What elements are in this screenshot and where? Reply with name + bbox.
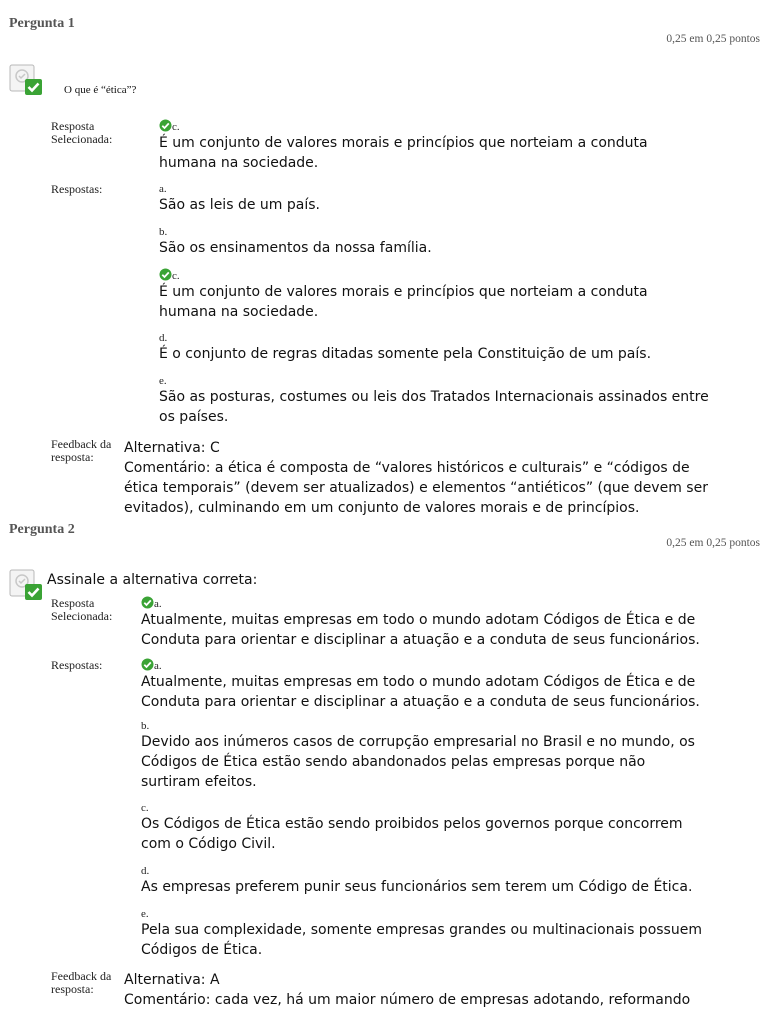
green-check-icon xyxy=(141,596,154,609)
feedback-text: Alternativa: C Comentário: a ética é composta de “valores históricos e culturais” e “códigos de ética temporais” (devem ser atualizados) e elementos “antiéticos” (que devem ser evitados), culminando em um conjunto de valores morais e de princípios. xyxy=(124,440,708,516)
correct-document-icon xyxy=(9,569,43,601)
selected-answer: a. Atualmente, muitas empresas em todo o mundo adotam Códigos de Ética e de Conduta para orientar e disciplinar a atuação e a conduta de seus funcionários. xyxy=(141,598,700,648)
selected-answer-label: Resposta Selecionada: xyxy=(51,119,113,146)
answer-option-b: b. São os ensinamentos da nossa família. xyxy=(159,226,432,256)
answer-option-d: d. As empresas preferem punir seus funcionários sem terem um Código de Ética. xyxy=(141,865,693,895)
answer-option-c: c. É um conjunto de valores morais e princípios que norteiam a conduta humana na sociedade. xyxy=(159,270,648,320)
question-prompt: Assinale a alternativa correta: xyxy=(47,572,258,588)
answers-label: Respostas: xyxy=(51,658,103,672)
answer-option-d: d. É o conjunto de regras ditadas somente pela Constituição de um país. xyxy=(159,332,652,362)
selected-answer-label: Resposta Selecionada: xyxy=(51,596,113,623)
answer-option-e: e. São as posturas, costumes ou leis dos Tratados Internacionais assinados entre os países. xyxy=(159,375,709,425)
feedback-label: Feedback da resposta: xyxy=(51,437,112,464)
answers-label: Respostas: xyxy=(51,182,103,196)
answer-option-b: b. Devido aos inúmeros casos de corrupção empresarial no Brasil e no mundo, os Códigos de Ética estão sendo abandonados pelas empresas porque não surtiram efeitos. xyxy=(141,720,695,790)
answer-option-c: c. Os Códigos de Ética estão sendo proibidos pelos governos porque concorrem com o Código Civil. xyxy=(141,802,683,852)
correct-document-icon xyxy=(9,64,43,96)
question-score: 0,25 em 0,25 pontos xyxy=(666,33,760,45)
feedback-text: Alternativa: A Comentário: cada vez, há um maior número de empresas adotando, reformando xyxy=(124,972,691,1008)
answer-option-a: a. São as leis de um país. xyxy=(159,183,320,213)
green-check-icon xyxy=(159,268,172,281)
selected-answer: c. É um conjunto de valores morais e princípios que norteiam a conduta humana na sociedade. xyxy=(159,121,648,171)
question-score: 0,25 em 0,25 pontos xyxy=(666,537,760,549)
answer-option-e: e. Pela sua complexidade, somente empresas grandes ou multinacionais possuem Códigos de Ética. xyxy=(141,908,702,958)
feedback-label: Feedback da resposta: xyxy=(51,969,112,996)
question-title: Pergunta 2 xyxy=(9,522,75,537)
green-check-icon xyxy=(141,658,154,671)
question-title: Pergunta 1 xyxy=(9,16,75,31)
question-prompt: O que é “ética”? xyxy=(64,84,137,96)
green-check-icon xyxy=(159,119,172,132)
answer-option-a: a. Atualmente, muitas empresas em todo o mundo adotam Códigos de Ética e de Conduta para orientar e disciplinar a atuação e a conduta de seus funcionários. xyxy=(141,660,700,710)
